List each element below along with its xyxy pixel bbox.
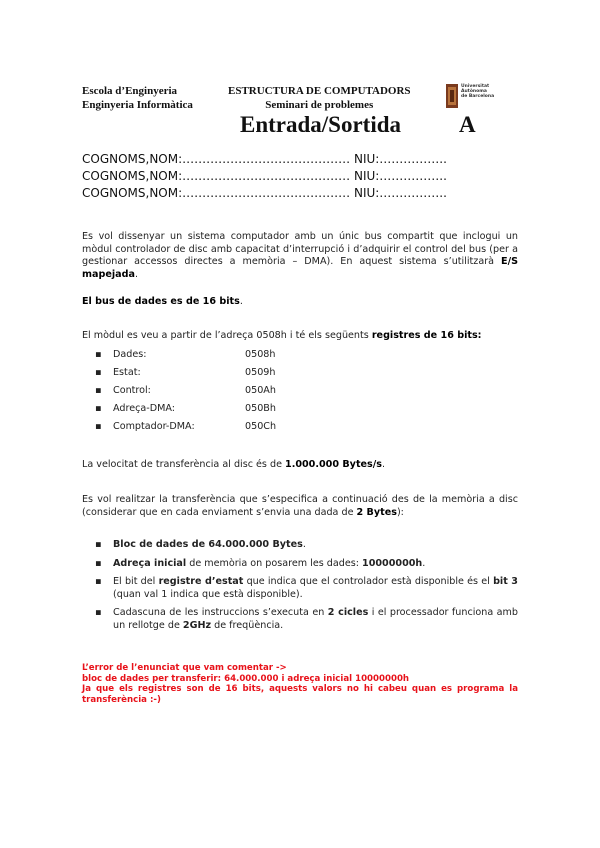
transfer-paragraph xyxy=(82,494,518,519)
module-bold: registres de 16 bits: xyxy=(371,330,482,341)
req4-b1: 2 cicles xyxy=(327,607,369,618)
bus-bold: El bus de dades es de 16 bits xyxy=(82,296,240,307)
register-address: 050Ch xyxy=(245,421,277,432)
req2-bold: Adreça inicial xyxy=(113,557,187,569)
transfer-text: Es vol realitzar la transferència que s’especifica a continuació des de la memòria a disc (considerar que en cada enviament s’envia una dada de xyxy=(82,494,518,518)
page-title: Entrada/Sortida xyxy=(240,112,402,137)
course-name: ESTRUCTURA DE COMPUTADORS xyxy=(228,85,411,97)
module-text: El mòdul es veu a partir de l’adreça 0508h i té els següents xyxy=(82,330,372,341)
list-item xyxy=(95,539,518,552)
req4-b2: 2GHz xyxy=(182,619,212,631)
list-item xyxy=(95,418,276,436)
bus-paragraph xyxy=(82,296,518,309)
speed-paragraph xyxy=(82,459,518,472)
errata-note xyxy=(82,663,518,705)
speed-text: La velocitat de transferència al disc és de xyxy=(82,459,286,470)
requirements-list xyxy=(95,539,518,638)
register-name: Comptador-DMA: xyxy=(113,421,195,432)
intro-paragraph xyxy=(82,231,518,281)
register-name: Estat: xyxy=(113,367,141,378)
list-item xyxy=(95,346,276,364)
register-name: Adreça-DMA: xyxy=(113,403,176,414)
name-fill-line-1[interactable]: COGNOMS,NOM:…………………………………… NIU:…………….. xyxy=(82,152,447,166)
speed-end: . xyxy=(381,459,386,470)
school-name xyxy=(82,84,193,112)
req3-c: que indica que el controlador està disponible és el xyxy=(243,576,494,587)
transfer-bold: 2 Bytes xyxy=(356,506,397,518)
list-item xyxy=(95,364,276,382)
note-line-3: Ja que els registres son de 16 bits, aquests valors no hi cabeu quan es programa la transferència :-) xyxy=(82,684,518,705)
bullet-icon: ▪ xyxy=(95,403,102,414)
req3-d: (quan val 1 indica que està disponible). xyxy=(113,588,303,600)
register-name: Dades: xyxy=(113,349,147,360)
speed-bold: 1.000.000 Bytes/s xyxy=(285,459,382,470)
name-fill-line-2[interactable]: COGNOMS,NOM:…………………………………… NIU:…………….. xyxy=(82,169,447,183)
course-subtitle: Seminari de problemes xyxy=(265,99,374,111)
school-line-2: Enginyeria Informàtica xyxy=(82,99,193,111)
logo-text-1: Universitat xyxy=(461,84,490,89)
req1-bold: Bloc de dades de 64.000.000 Bytes xyxy=(113,539,303,550)
list-item xyxy=(95,558,518,571)
bullet-icon: ▪ xyxy=(95,385,102,396)
bullet-icon: ▪ xyxy=(95,557,102,569)
exam-variant: A xyxy=(459,112,476,137)
name-fill-line-3[interactable]: COGNOMS,NOM:…………………………………… NIU:…………….. xyxy=(82,186,447,200)
university-logo xyxy=(446,84,516,110)
register-address: 050Ah xyxy=(245,385,276,396)
list-item xyxy=(95,607,518,632)
list-item xyxy=(95,400,276,418)
register-address: 0509h xyxy=(245,367,276,378)
req4-a: Cadascuna de les instruccions s’executa en xyxy=(113,607,328,618)
register-list xyxy=(95,346,276,436)
bullet-icon: ▪ xyxy=(95,421,102,432)
list-item xyxy=(95,576,518,601)
register-address: 0508h xyxy=(245,349,276,360)
logo-text-3: de Barcelona xyxy=(461,94,495,99)
note-line-2: bloc de dades per transferir: 64.000.000 i adreça inicial 10000000h xyxy=(82,673,410,684)
intro-end: . xyxy=(134,268,139,280)
note-line-1: L’error de l’enunciat que vam comentar -> xyxy=(82,663,287,673)
university-logo-icon xyxy=(446,84,458,108)
intro-text: Es vol dissenyar un sistema computador amb un únic bus compartit que inclogui un mòdul controlador de disc amb capacitat d’interrupció i d’adquirir el control del bus (per a gestionar accessos directes a memòria – DMA). En aquest sistema s’utilitzarà xyxy=(82,231,518,267)
bullet-icon: ▪ xyxy=(95,576,102,587)
req4-d: de freqüència. xyxy=(211,619,284,631)
bullet-icon: ▪ xyxy=(95,367,102,378)
bus-end: . xyxy=(239,296,243,307)
req2-end: . xyxy=(422,557,426,569)
course-header xyxy=(228,84,411,112)
req3-b1: registre d’estat xyxy=(158,576,244,587)
transfer-end: ): xyxy=(396,506,404,518)
school-line-1: Escola d’Enginyeria xyxy=(82,85,178,97)
logo-text-2: Autònoma xyxy=(461,89,487,94)
intro-bold: E/S mapejada xyxy=(82,256,518,280)
req4-c: i el processador funciona amb un rellotge de xyxy=(113,607,518,631)
list-item xyxy=(95,382,276,400)
bullet-icon: ▪ xyxy=(95,539,102,550)
bullet-icon: ▪ xyxy=(95,607,102,618)
register-name: Control: xyxy=(113,385,151,396)
req2-mid: de memòria on posarem les dades: xyxy=(186,557,363,569)
bullet-icon: ▪ xyxy=(95,349,102,360)
module-paragraph xyxy=(82,330,518,343)
req3-b2: bit 3 xyxy=(493,576,518,587)
req1-end: . xyxy=(302,539,306,550)
req3-a: El bit del xyxy=(113,576,159,587)
req2-bold2: 10000000h xyxy=(362,557,423,569)
register-address: 050Bh xyxy=(245,403,276,414)
